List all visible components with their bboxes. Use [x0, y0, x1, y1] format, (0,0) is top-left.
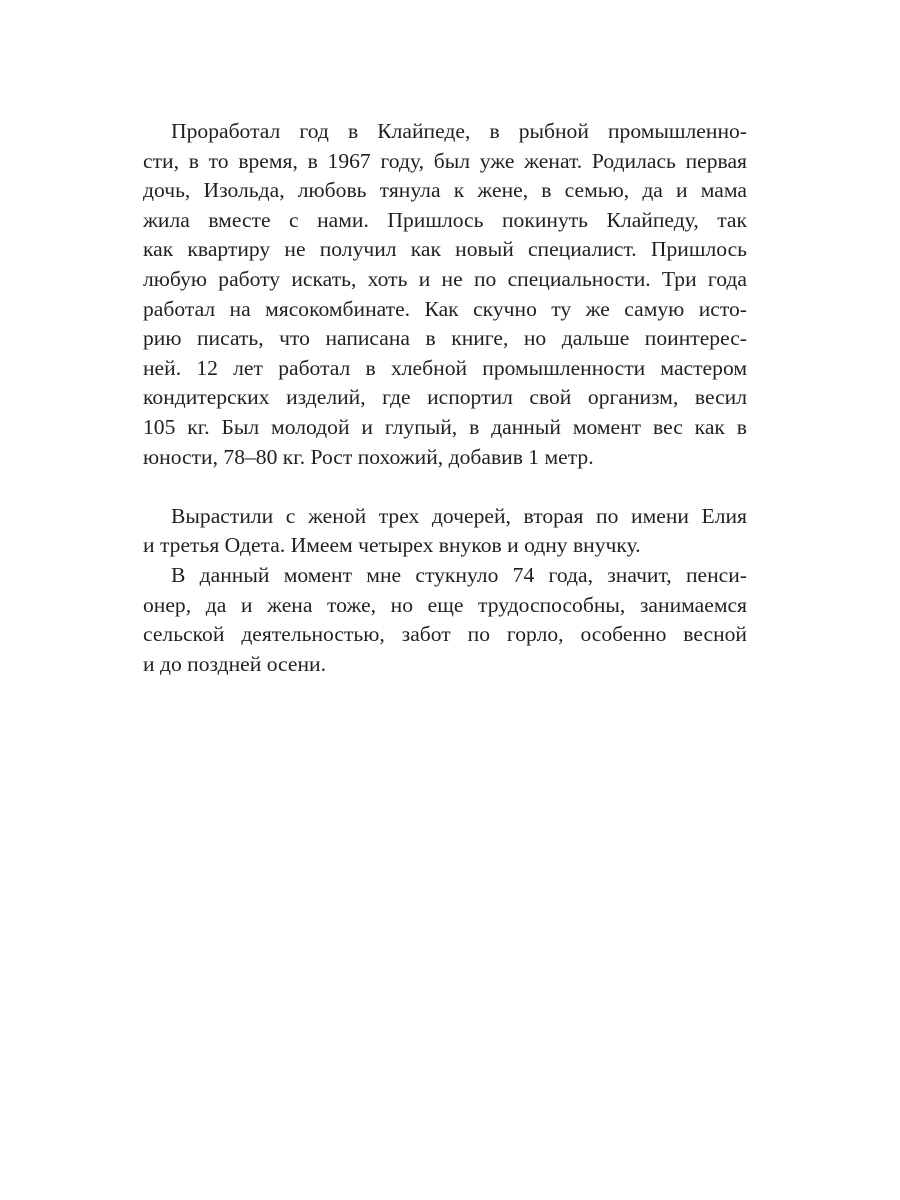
text-line: 105 кг. Был молодой и глупый, в данный момент вес как в — [143, 414, 747, 439]
body-text — [143, 117, 747, 679]
text-line: сельской деятельностью, забот по горло, особенно весной — [143, 622, 747, 647]
text-line: работал на мясокомбинате. Как скучно ту же самую исто- — [143, 296, 747, 321]
text-line: любую работу искать, хоть и не по специальности. Три года — [143, 266, 747, 291]
paragraph-gap — [143, 472, 747, 502]
paragraph — [143, 561, 747, 679]
text-line: ней. 12 лет работал в хлебной промышленности мастером — [143, 355, 747, 380]
text-line: Проработал год в Клайпеде, в рыбной промышленно- — [171, 119, 747, 143]
paragraph — [143, 502, 747, 561]
text-line: юности, 78–80 кг. Рост похожий, добавив 1 метр. — [143, 444, 594, 469]
text-line: и третья Одета. Имеем четырех внуков и одну внучку. — [143, 533, 641, 558]
text-line: сти, в то время, в 1967 году, был уже женат. Родилась первая — [143, 148, 747, 173]
paragraph — [143, 117, 747, 472]
text-line: В данный момент мне стукнуло 74 года, значит, пенси- — [171, 562, 747, 587]
text-line: рию писать, что написана в книге, но дальше поинтерес- — [143, 326, 747, 351]
text-line: дочь, Изольда, любовь тянула к жене, в семью, да и мама — [143, 178, 747, 203]
text-line: Вырастили с женой трех дочерей, вторая по имени Елия — [171, 503, 747, 528]
text-line: кондитерских изделий, где испортил свой организм, весил — [143, 385, 747, 410]
text-line: как квартиру не получил как новый специалист. Пришлось — [143, 237, 747, 262]
text-line: жила вместе с нами. Пришлось покинуть Клайпеду, так — [143, 207, 747, 232]
text-line: и до поздней осени. — [143, 651, 326, 676]
text-line: онер, да и жена тоже, но еще трудоспособны, занимаемся — [143, 592, 747, 617]
